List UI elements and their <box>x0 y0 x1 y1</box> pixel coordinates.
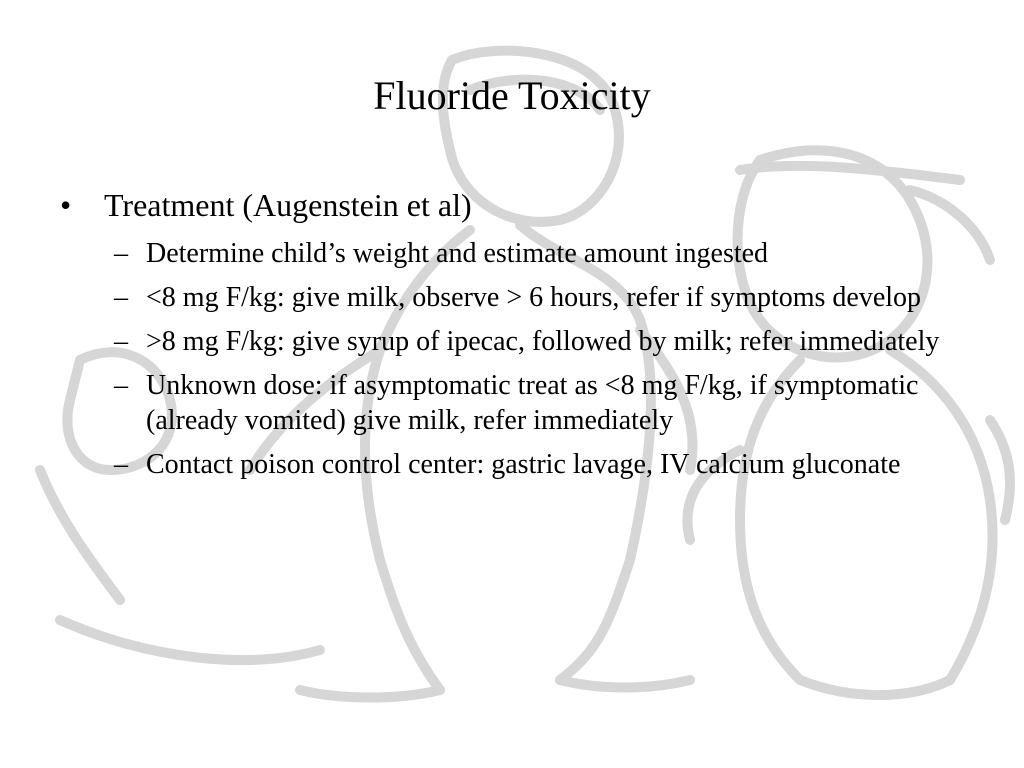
sub-bullet-text: <8 mg F/kg: give milk, observe > 6 hours, refer if symptoms develop <box>146 282 922 313</box>
sub-bullet-item <box>60 324 946 359</box>
dash-marker: – <box>114 326 128 357</box>
sub-bullet-item <box>60 368 946 438</box>
sub-bullet-text: Determine child’s weight and estimate amount ingested <box>146 238 769 269</box>
sub-bullet-list <box>60 236 960 482</box>
sub-bullet-text: Unknown dose: if asymptomatic treat as <8 mg F/kg, if symptomatic (already vomited) give milk, refer immediately <box>146 370 919 436</box>
bullet-text: Treatment (Augenstein et al) <box>104 187 472 223</box>
sub-bullet-item <box>60 236 946 271</box>
dash-marker: – <box>114 370 128 401</box>
sub-bullet-item <box>60 280 946 315</box>
slide-content <box>60 186 960 491</box>
sub-bullet-text: >8 mg F/kg: give syrup of ipecac, followed by milk; refer immediately <box>146 326 940 357</box>
dash-marker: – <box>114 238 128 269</box>
dash-marker: – <box>114 449 128 480</box>
slide-title: Fluoride Toxicity <box>373 73 651 118</box>
sub-bullet-item <box>60 447 946 482</box>
dash-marker: – <box>114 282 128 313</box>
bullet-marker: • <box>60 187 72 223</box>
bullet-treatment <box>60 186 960 224</box>
sub-bullet-text: Contact poison control center: gastric lavage, IV calcium gluconate <box>146 449 901 480</box>
